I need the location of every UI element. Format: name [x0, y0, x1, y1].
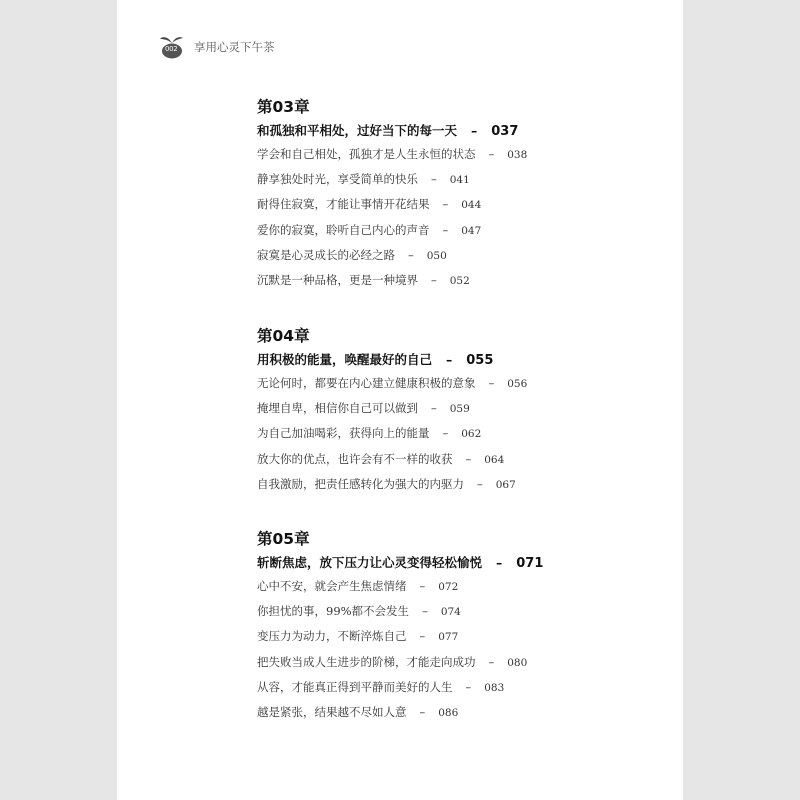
entry-page: 072 [438, 581, 459, 593]
entry-text: 耐得住寂寞，才能让事情开花结果 [257, 197, 430, 212]
page-number: 002 [165, 45, 178, 53]
entry-text: 变压力为动力，不断淬炼自己 [257, 629, 407, 644]
entry-text: 学会和自己相处，孤独才是人生永恒的状态 [257, 147, 476, 161]
chapter-subtitle[interactable] [257, 349, 527, 371]
chapter-05 [257, 528, 543, 725]
chapter-subtitle[interactable] [257, 120, 527, 142]
entry-text: 爱你的寂寞，聆听自己内心的声音 [257, 222, 430, 237]
chapter-label: 第03章 [257, 98, 310, 116]
chapter-04 [257, 325, 527, 497]
toc-entry[interactable] [257, 599, 543, 624]
separator-dash: – [488, 376, 495, 390]
separator-dash: – [431, 401, 437, 416]
subtitle-page: 037 [491, 124, 519, 139]
chapter-subtitle[interactable] [257, 552, 543, 574]
entry-page: 059 [449, 403, 470, 416]
separator-dash: – [419, 704, 426, 719]
entry-page: 041 [449, 174, 470, 187]
chapter-label: 第04章 [257, 327, 310, 345]
entry-page: 047 [461, 224, 482, 237]
entry-text: 你担忧的事，99%都不会发生 [257, 604, 410, 619]
entry-page: 083 [484, 681, 505, 694]
entry-page: 038 [507, 149, 528, 161]
separator-dash: – [408, 247, 414, 262]
toc-entry[interactable] [257, 624, 543, 649]
book-title: 享用心灵下午茶 [194, 40, 275, 54]
separator-dash: – [465, 451, 472, 466]
subtitle-text: 斩断焦虑，放下压力让心灵变得轻松愉悦 [257, 555, 483, 570]
separator-dash: – [442, 197, 449, 212]
separator-dash: – [471, 123, 478, 138]
entry-text: 沉默是一种品格，更是一种境界 [257, 272, 418, 287]
entry-text: 放大你的优点，也许会有不一样的收获 [257, 451, 453, 466]
entry-text: 把失败当成人生进步的阶梯，才能走向成功 [257, 654, 476, 669]
separator-dash: – [442, 222, 449, 237]
separator-dash: – [422, 604, 428, 619]
entry-page: 077 [438, 631, 459, 644]
entry-page: 062 [461, 428, 482, 441]
separator-dash: – [446, 352, 453, 367]
toc-entry[interactable] [257, 472, 527, 497]
toc-entry[interactable] [257, 218, 527, 243]
separator-dash: – [431, 272, 437, 287]
entry-text: 寂寞是心灵成长的必经之路 [257, 247, 395, 262]
separator-dash: – [431, 172, 437, 187]
separator-dash: – [419, 629, 426, 644]
page-header [158, 34, 275, 60]
toc-entry[interactable] [257, 700, 543, 725]
separator-dash: – [419, 579, 426, 593]
separator-dash: – [488, 654, 495, 669]
toc-entry[interactable] [257, 371, 527, 396]
entry-text: 静享独处时光，享受简单的快乐 [257, 172, 418, 187]
separator-dash: – [465, 679, 472, 694]
chapter-03 [257, 96, 527, 293]
entry-page: 064 [484, 453, 505, 466]
separator-dash: – [477, 476, 483, 491]
entry-page: 067 [495, 478, 516, 491]
entry-page: 044 [461, 199, 482, 212]
toc-entry[interactable] [257, 268, 527, 293]
toc-entry[interactable] [257, 650, 543, 675]
toc-entry[interactable] [257, 167, 527, 192]
separator-dash: – [496, 555, 503, 570]
toc-entry[interactable] [257, 243, 527, 268]
subtitle-text: 用积极的能量，唤醒最好的自己 [257, 352, 433, 367]
entry-text: 越是紧张，结果越不尽如人意 [257, 704, 407, 719]
toc-entry[interactable] [257, 447, 527, 472]
entry-text: 心中不安，就会产生焦虑情绪 [257, 579, 407, 593]
toc-entry[interactable] [257, 396, 527, 421]
entry-text: 为自己加油喝彩，获得向上的能量 [257, 426, 430, 441]
entry-text: 掩埋自卑，相信你自己可以做到 [257, 401, 418, 416]
entry-text: 从容，才能真正得到平静而美好的人生 [257, 679, 453, 694]
toc-entry[interactable] [257, 192, 527, 217]
entry-page: 080 [507, 656, 528, 669]
entry-page: 056 [507, 378, 528, 390]
entry-text: 无论何时，都要在内心建立健康积极的意象 [257, 376, 476, 390]
toc-entry[interactable] [257, 675, 543, 700]
separator-dash: – [488, 147, 495, 161]
subtitle-page: 071 [516, 556, 544, 571]
entry-text: 自我激励，把责任感转化为强大的内驱力 [257, 476, 464, 491]
toc-entry[interactable] [257, 142, 527, 167]
subtitle-page: 055 [466, 353, 494, 368]
entry-page: 052 [449, 274, 470, 287]
chapter-label: 第05章 [257, 530, 310, 548]
toc-entry[interactable] [257, 574, 543, 599]
toc-entry[interactable] [257, 421, 527, 446]
entry-page: 074 [440, 606, 461, 619]
tea-leaf-icon [158, 34, 186, 60]
entry-page: 050 [426, 249, 447, 262]
subtitle-text: 和孤独和平相处，过好当下的每一天 [257, 123, 458, 138]
separator-dash: – [442, 426, 449, 441]
entry-page: 086 [438, 706, 459, 719]
